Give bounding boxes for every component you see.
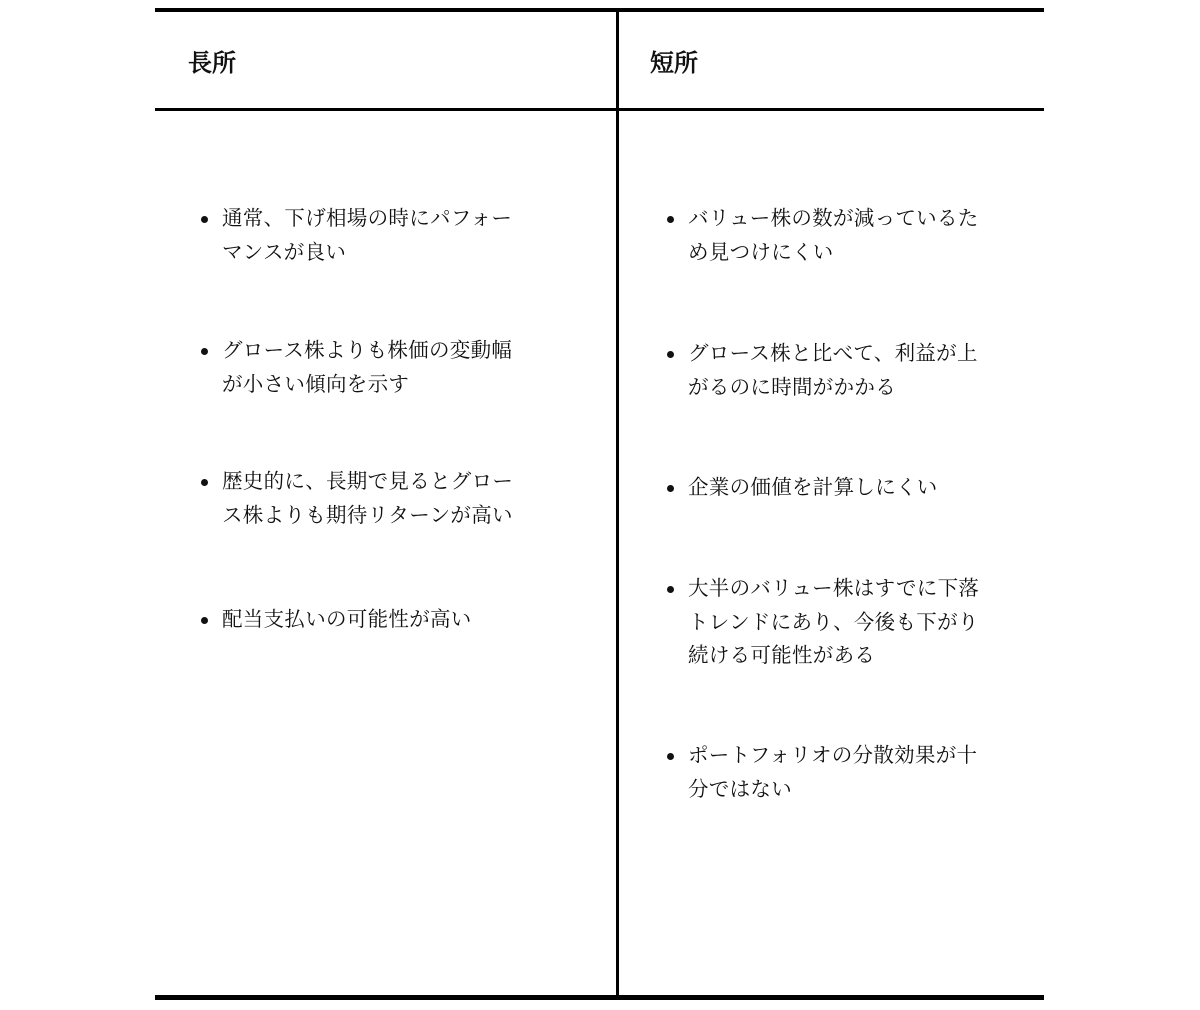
cons-list-item (667, 739, 997, 806)
pros-item-text: 通常、下げ相場の時にパフォーマンスが良い (222, 206, 513, 264)
cons-item-text: ポートフォリオの分散効果が十分ではない (688, 743, 978, 801)
pros-item-text: グロース株よりも株価の変動幅が小さい傾向を示す (222, 338, 513, 396)
header-divider (155, 108, 1044, 111)
bullet-icon (201, 617, 208, 624)
pros-list-item (201, 465, 531, 532)
pros-cons-table (155, 8, 1044, 1000)
cons-item-text: 大半のバリュー株はすでに下落トレンドにあり、今後も下がり続ける可能性がある (688, 576, 980, 667)
cons-header: 短所 (650, 49, 698, 77)
column-divider (616, 12, 619, 995)
bullet-icon (201, 348, 208, 355)
cons-list-item (667, 572, 997, 673)
bullet-icon (667, 586, 674, 593)
cons-list-item (667, 202, 997, 269)
cons-list-item (667, 337, 997, 404)
bullet-icon (667, 216, 674, 223)
cons-item-text: グロース株と比べて、利益が上がるのに時間がかかる (688, 341, 978, 399)
pros-item-text: 配当支払いの可能性が高い (222, 607, 472, 631)
bullet-icon (201, 216, 208, 223)
bullet-icon (201, 479, 208, 486)
bullet-icon (667, 753, 674, 760)
pros-list-item (201, 334, 531, 401)
pros-list-item (201, 202, 531, 269)
pros-header: 長所 (188, 49, 236, 77)
cons-list-item (667, 471, 997, 505)
cons-item-text: 企業の価値を計算しにくい (688, 475, 938, 499)
pros-item-text: 歴史的に、長期で見るとグロース株よりも期待リターンが高い (222, 469, 514, 527)
bullet-icon (667, 351, 674, 358)
bullet-icon (667, 485, 674, 492)
cons-item-text: バリュー株の数が減っているため見つけにくい (688, 206, 979, 264)
pros-list-item (201, 603, 531, 637)
